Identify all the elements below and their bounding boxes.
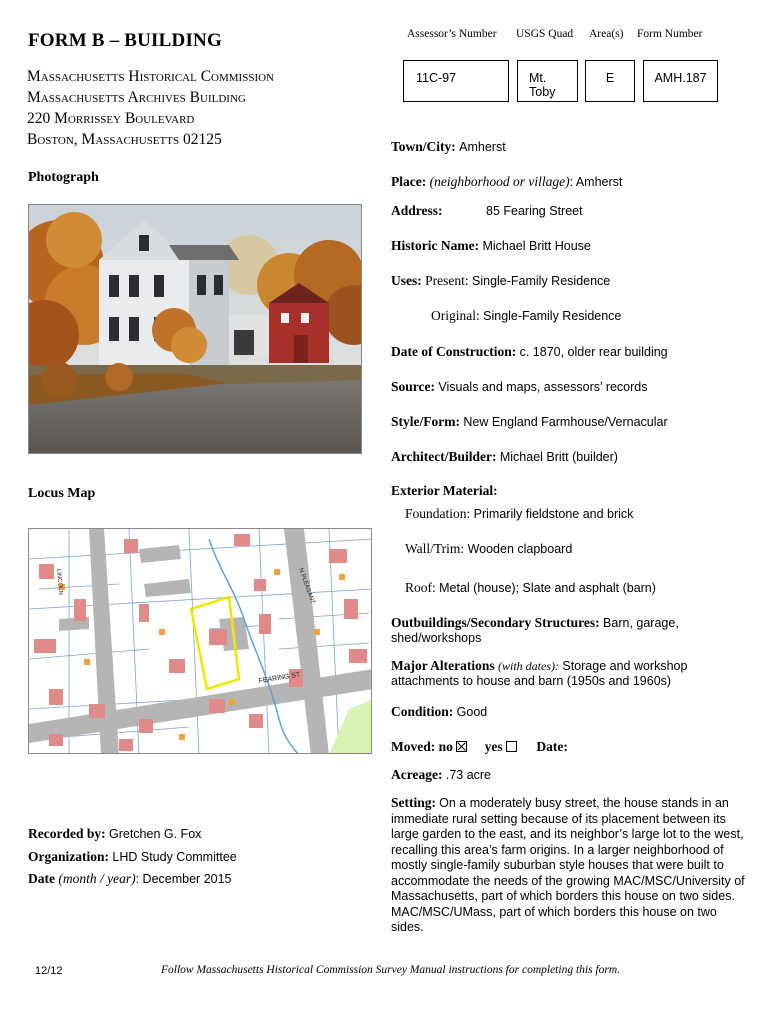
condition-value[interactable]: Good	[456, 705, 488, 719]
address-label: Address:	[391, 203, 443, 218]
alterations-row	[391, 658, 687, 674]
source-row	[391, 379, 648, 395]
style-form-value[interactable]: New England Farmhouse/Vernacular	[463, 415, 668, 429]
outbuildings-label: Outbuildings/Secondary Structures:	[391, 615, 600, 630]
form-number-label: Form Number	[637, 28, 703, 40]
acreage-label: Acreage:	[391, 767, 443, 782]
historic-name-label: Historic Name:	[391, 238, 480, 253]
condition-row	[391, 704, 487, 720]
historic-name-value[interactable]: Michael Britt House	[482, 239, 591, 253]
uses-original-label: Original:	[431, 308, 480, 323]
usgs-quad-value-2: Toby	[529, 85, 556, 99]
locus-map-image	[29, 529, 372, 754]
outbuildings-value-2[interactable]: shed/workshops	[391, 631, 482, 645]
agency-line-3: 220 Morrissey Boulevard	[27, 110, 195, 127]
moved-yes-checkbox[interactable]	[506, 741, 517, 752]
usgs-quad-value-1: Mt.	[529, 71, 547, 85]
organization-value[interactable]: LHD Study Committee	[112, 850, 237, 864]
roof-row	[405, 580, 656, 596]
agency-line-1: Massachusetts Historical Commission	[27, 68, 275, 85]
source-value[interactable]: Visuals and maps, assessors’ records	[438, 380, 648, 394]
form-number-value: AMH.187	[654, 71, 707, 85]
architect-label: Architect/Builder:	[391, 449, 497, 464]
areas-box[interactable]	[585, 60, 635, 102]
historic-name-row	[391, 238, 591, 254]
acreage-value[interactable]: .73 acre	[445, 768, 492, 782]
setting-value[interactable]: On a moderately busy street, the house stands in an immediate rural setting because of its placement between its large garden to the east, and its neighbor’s large lot to the west, recalling this area’s farm origins. In a larger neighborhood of mostly single-family suburban style houses that were built to accommodate the needs of the growing MAC/MSC/University of Massachusetts, part of which borders this house on two sides. MAC/MSC/UMass, part of which borders this house on two sides.	[391, 796, 745, 934]
footer-instructions: Follow Massachusetts Historical Commission Survey Manual instructions for completing this form.	[161, 964, 621, 976]
moved-no-checkbox[interactable]	[456, 741, 467, 752]
setting-label: Setting:	[391, 795, 436, 810]
locus-map	[28, 528, 372, 754]
map-label-lincoln: LINCOLN	[55, 568, 64, 596]
town-city-value[interactable]: Amherst	[459, 140, 506, 154]
page-number: 12/12	[35, 965, 63, 977]
usgs-quad-box[interactable]	[517, 60, 578, 102]
date-construction-label: Date of Construction:	[391, 344, 517, 359]
organization-label: Organization:	[28, 849, 109, 864]
uses-row	[391, 273, 610, 289]
moved-yes-label: yes	[484, 739, 503, 754]
exterior-material-label: Exterior Material:	[391, 483, 498, 498]
date-recorded-value[interactable]: : December 2015	[135, 872, 232, 886]
wall-trim-label: Wall/Trim:	[405, 541, 465, 556]
place-sublabel: (neighborhood or village)	[429, 174, 570, 189]
alterations-sublabel: (with dates):	[497, 659, 559, 673]
uses-present-value[interactable]: Single-Family Residence	[472, 274, 611, 288]
moved-date-label: Date:	[536, 739, 568, 754]
form-number-box[interactable]	[643, 60, 718, 102]
recorded-by-label: Recorded by:	[28, 826, 106, 841]
roof-value[interactable]: Metal (house); Slate and asphalt (barn)	[439, 581, 656, 595]
uses-original-row	[431, 308, 621, 324]
source-label: Source:	[391, 379, 435, 394]
map-label-north-pleasant: N PLEASANT	[297, 567, 316, 605]
address-row	[391, 203, 443, 219]
place-row	[391, 174, 622, 190]
address-value[interactable]: 85 Fearing Street	[486, 204, 583, 218]
style-form-label: Style/Form:	[391, 414, 460, 429]
outbuildings-row	[391, 615, 679, 631]
moved-no-label: no	[438, 739, 453, 754]
place-value[interactable]: : Amherst	[569, 175, 623, 189]
assessor-number-label: Assessor’s Number	[407, 28, 497, 40]
recorded-by-row	[28, 826, 201, 842]
foundation-row	[405, 506, 633, 522]
foundation-value[interactable]: Primarily fieldstone and brick	[473, 507, 634, 521]
alterations-value-2[interactable]: attachments to house and barn (1950s and 1960s)	[391, 674, 672, 688]
acreage-row	[391, 767, 491, 783]
date-construction-row	[391, 344, 668, 360]
foundation-label: Foundation:	[405, 506, 471, 521]
architect-row	[391, 449, 618, 465]
house-photo-image	[29, 205, 362, 454]
alterations-value-1[interactable]: Storage and workshop	[562, 659, 688, 673]
assessor-number-value: 11C-97	[416, 71, 457, 85]
place-label: Place:	[391, 174, 427, 189]
moved-label: Moved:	[391, 739, 436, 754]
outbuildings-value-1[interactable]: Barn, garage,	[603, 616, 679, 630]
date-recorded-label: Date	[28, 871, 55, 886]
exterior-material-row	[391, 483, 498, 499]
uses-label: Uses:	[391, 273, 422, 288]
assessor-number-box[interactable]	[403, 60, 509, 102]
uses-original-value[interactable]: Single-Family Residence	[483, 309, 622, 323]
roof-label: Roof:	[405, 580, 436, 595]
moved-row	[391, 739, 568, 755]
locus-map-label: Locus Map	[28, 486, 96, 501]
date-recorded-row	[28, 871, 232, 887]
wall-trim-value[interactable]: Wooden clapboard	[467, 542, 573, 556]
recorded-by-value[interactable]: Gretchen G. Fox	[109, 827, 202, 841]
photograph-label: Photograph	[28, 170, 99, 185]
setting-row	[391, 795, 751, 936]
uses-present-label: Present:	[425, 273, 469, 288]
usgs-quad-label: USGS Quad	[516, 28, 574, 40]
agency-line-4: Boston, Massachusetts 02125	[27, 131, 222, 148]
wall-trim-row	[405, 541, 572, 557]
date-recorded-sublabel: (month / year)	[58, 871, 136, 886]
building-photograph	[28, 204, 362, 454]
organization-row	[28, 849, 237, 865]
condition-label: Condition:	[391, 704, 454, 719]
areas-value: E	[605, 71, 615, 85]
date-construction-value[interactable]: c. 1870, older rear building	[519, 345, 668, 359]
town-city-row	[391, 139, 506, 155]
agency-line-2: Massachusetts Archives Building	[27, 89, 246, 106]
architect-value[interactable]: Michael Britt (builder)	[499, 450, 618, 464]
town-city-label: Town/City:	[391, 139, 456, 154]
form-title: FORM B – BUILDING	[28, 30, 222, 51]
alterations-label: Major Alterations	[391, 658, 495, 673]
style-form-row	[391, 414, 668, 430]
map-label-fearing: FEARING ST	[258, 671, 301, 685]
areas-label: Area(s)	[589, 28, 624, 40]
